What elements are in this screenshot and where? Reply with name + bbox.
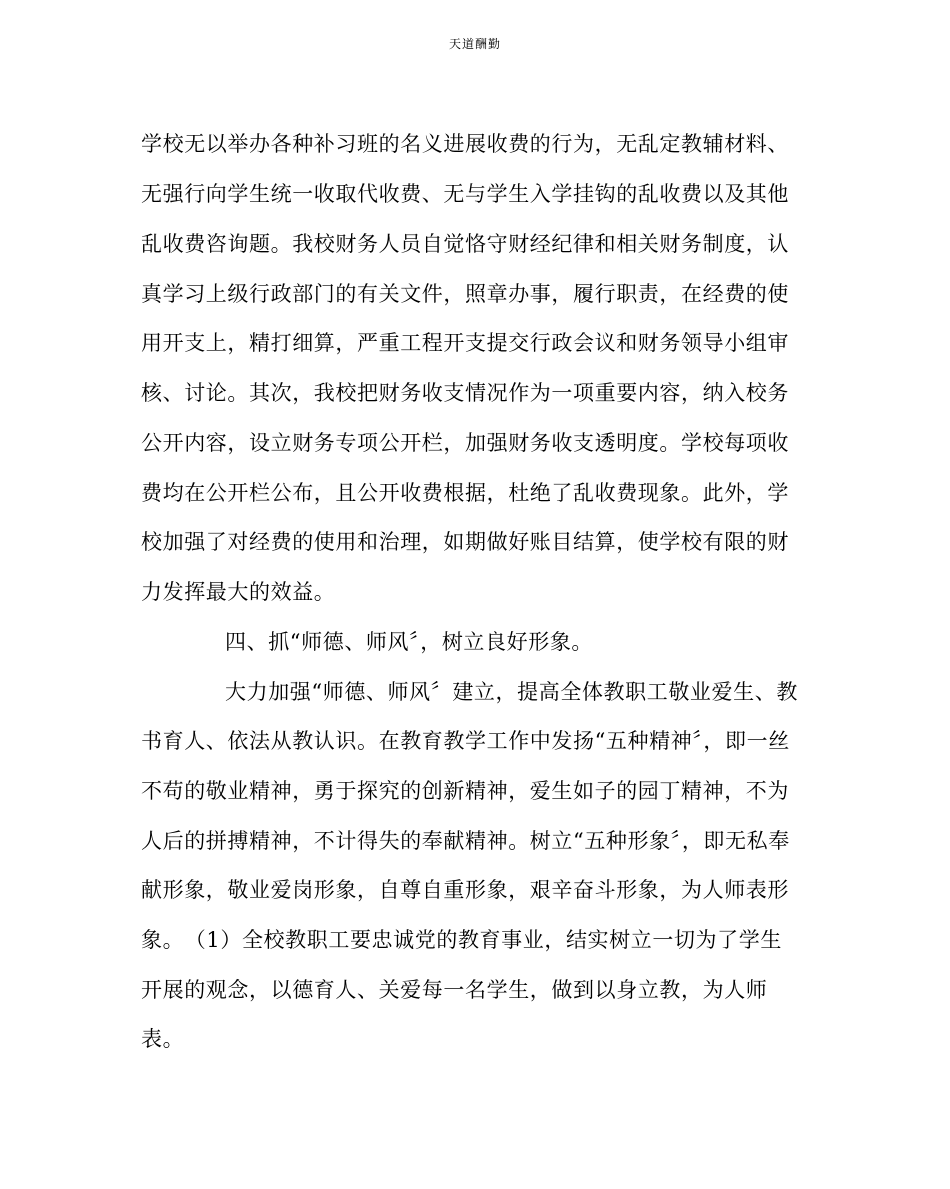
body-line: 乱收费咨询题。我校财务人员自觉恪守财经纪律和相关财务制度，认 [141,232,789,256]
body-line: 大力加强“师德、师风〞建立，提高全体教职工敬业爱生、教 [225,680,798,704]
body-line: 不苟的敬业精神，勇于探究的创新精神，爱生如子的园丁精神，不为 [141,779,789,803]
body-line: 核、讨论。其次，我校把财务收支情况作为一项重要内容，纳入校务 [141,381,789,405]
body-line: 用开支上，精打细算，严重工程开支提交行政会议和财务领导小组审 [141,331,789,355]
body-line: 无强行向学生统一收取代收费、无与学生入学挂钩的乱收费以及其他 [141,182,789,206]
body-line: 学校无以举办各种补习班的名义进展收费的行为，无乱定教辅材料、 [141,132,789,156]
body-line: 表。 [141,1027,185,1051]
body-line: 公开内容，设立财务专项公开栏，加强财务收支透明度。学校每项收 [141,431,789,455]
section-heading: 四、抓“师德、师风〞，树立良好形象。 [225,630,594,654]
body-line: 书育人、依法从教认识。在教育教学工作中发扬“五种精神〞，即一丝 [141,729,790,753]
body-line: 校加强了对经费的使用和治理，如期做好账目结算，使学校有限的财 [141,530,789,554]
page-header: 天道酬勤 [448,37,501,51]
body-line: 力发挥最大的效益。 [141,580,336,604]
body-line: 真学习上级行政部门的有关文件，照章办事，履行职责，在经费的使 [141,282,789,306]
body-line: 费均在公开栏公布，且公开收费根据，杜绝了乱收费现象。此外，学 [141,481,789,505]
body-line: 开展的观念，以德育人、关爱每一名学生，做到以身立教，为人师 [141,978,768,1002]
body-line: 人后的拼搏精神，不计得失的奉献精神。树立“五种形象〞，即无私奉 [141,829,790,853]
body-line: 献形象，敬业爱岗形象，自尊自重形象，艰辛奋斗形象，为人师表形 [141,878,789,902]
body-line: 象。 （1）全校教职工要忠诚党的教育事业，结实树立一切为了学生 [141,928,782,952]
